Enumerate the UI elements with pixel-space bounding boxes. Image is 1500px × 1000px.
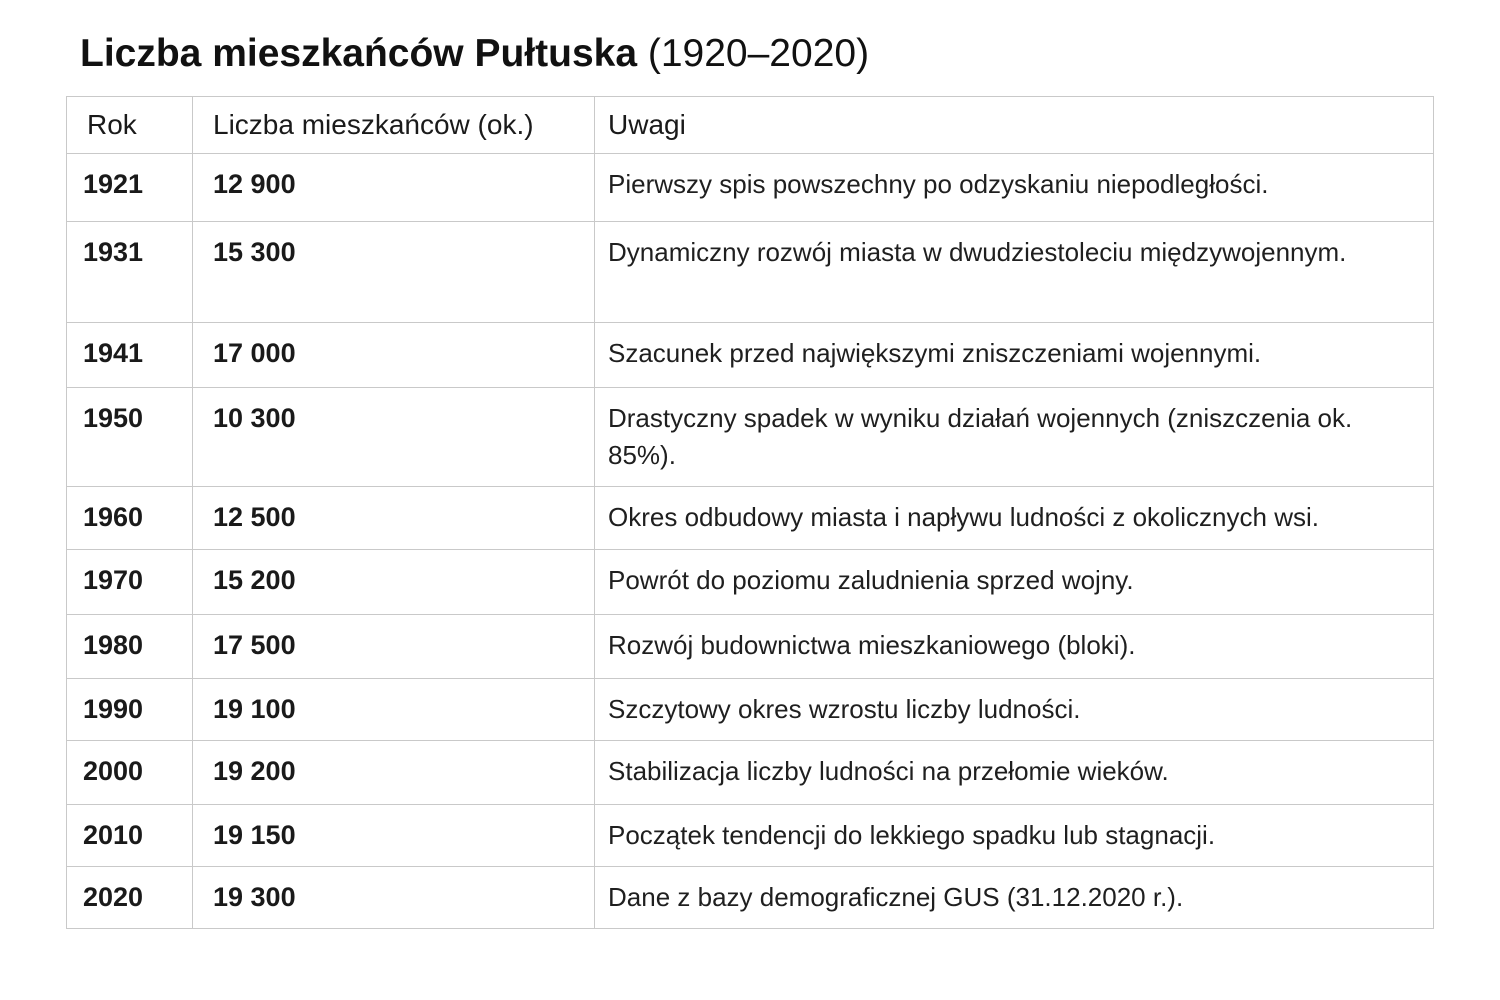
page-title-main: Liczba mieszkańców Pułtuska <box>80 32 638 75</box>
note-cell: Pierwszy spis powszechny po odzyskaniu niepodległości. <box>595 154 1434 222</box>
page-title <box>80 28 869 80</box>
table-body <box>67 154 1434 929</box>
year-cell: 1990 <box>67 679 193 741</box>
header-population: Liczba mieszkańców (ok.) <box>193 97 595 154</box>
year-cell: 1960 <box>67 487 193 550</box>
table-row <box>67 487 1434 550</box>
table-header <box>67 97 1434 154</box>
note-cell: Dane z bazy demograficznej GUS (31.12.2020 r.). <box>595 867 1434 929</box>
year-cell: 1931 <box>67 222 193 323</box>
population-cell: 12 900 <box>193 154 595 222</box>
year-cell: 2010 <box>67 805 193 867</box>
year-cell: 1941 <box>67 323 193 388</box>
table-row <box>67 323 1434 388</box>
note-cell: Szacunek przed największymi zniszczeniami wojennymi. <box>595 323 1434 388</box>
table-row <box>67 550 1434 615</box>
year-cell: 1921 <box>67 154 193 222</box>
population-cell: 15 300 <box>193 222 595 323</box>
year-cell: 1950 <box>67 388 193 487</box>
population-cell: 15 200 <box>193 550 595 615</box>
table-row <box>67 867 1434 929</box>
population-cell: 17 500 <box>193 615 595 679</box>
year-cell: 2020 <box>67 867 193 929</box>
note-cell: Dynamiczny rozwój miasta w dwudziestoleciu międzywojennym. <box>595 222 1434 323</box>
header-year: Rok <box>67 97 193 154</box>
header-notes: Uwagi <box>595 97 1434 154</box>
note-cell: Drastyczny spadek w wyniku działań wojennych (zniszczenia ok. 85%). <box>595 388 1434 487</box>
page-title-years: (1920–2020) <box>647 32 870 75</box>
table-row <box>67 388 1434 487</box>
table-row <box>67 805 1434 867</box>
header-row <box>67 97 1434 154</box>
year-cell: 1970 <box>67 550 193 615</box>
population-cell: 12 500 <box>193 487 595 550</box>
note-cell: Szczytowy okres wzrostu liczby ludności. <box>595 679 1434 741</box>
year-cell: 2000 <box>67 741 193 805</box>
population-cell: 19 150 <box>193 805 595 867</box>
population-cell: 17 000 <box>193 323 595 388</box>
note-cell: Początek tendencji do lekkiego spadku lub stagnacji. <box>595 805 1434 867</box>
population-cell: 19 200 <box>193 741 595 805</box>
year-cell: 1980 <box>67 615 193 679</box>
population-table <box>66 96 1434 929</box>
note-cell: Rozwój budownictwa mieszkaniowego (bloki). <box>595 615 1434 679</box>
population-cell: 19 100 <box>193 679 595 741</box>
table-row <box>67 154 1434 222</box>
table-row <box>67 741 1434 805</box>
note-cell: Okres odbudowy miasta i napływu ludności z okolicznych wsi. <box>595 487 1434 550</box>
note-cell: Powrót do poziomu zaludnienia sprzed wojny. <box>595 550 1434 615</box>
table-row <box>67 615 1434 679</box>
population-cell: 10 300 <box>193 388 595 487</box>
population-cell: 19 300 <box>193 867 595 929</box>
note-cell: Stabilizacja liczby ludności na przełomie wieków. <box>595 741 1434 805</box>
table-row <box>67 679 1434 741</box>
table-row <box>67 222 1434 323</box>
